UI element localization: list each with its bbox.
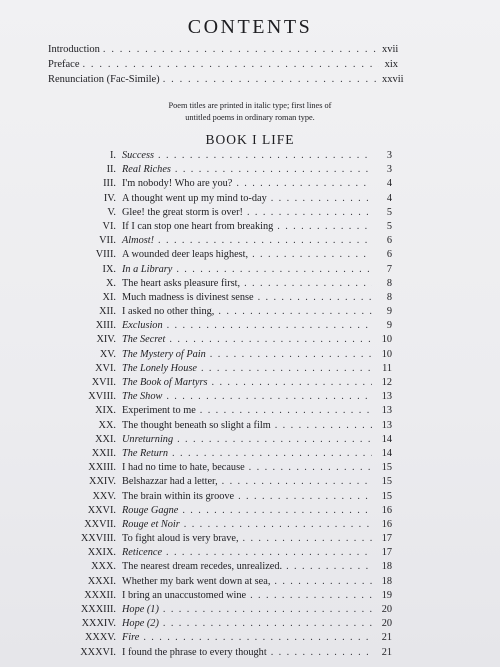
entry-page: 6 <box>386 249 392 261</box>
note-line: Poem titles are printed in italic type; first lines of <box>168 101 332 110</box>
entry-title: Hope (1) <box>122 604 159 615</box>
dot-leader <box>212 377 372 388</box>
entry-title: If I can stop one heart from breaking <box>122 220 274 232</box>
entry-number: XXIX. <box>87 547 116 559</box>
toc-entry <box>60 547 392 561</box>
dot-leader <box>222 476 372 487</box>
entry-page: 15 <box>381 490 392 502</box>
dot-leader <box>176 264 372 275</box>
entry-page: 13 <box>381 419 392 431</box>
entry-title: Real Riches <box>122 164 171 176</box>
entry-number: XXXV. <box>85 632 116 644</box>
front-matter-label: Renunciation (Fac-Simile) <box>48 74 160 85</box>
entry-number: XV. <box>99 348 116 360</box>
entry-number: VI. <box>102 220 116 232</box>
dot-leader <box>258 292 372 303</box>
entry-page: 3 <box>386 150 392 161</box>
entry-number: XXII. <box>91 447 116 459</box>
entry-page: 16 <box>381 518 392 530</box>
entry-page: 13 <box>381 391 392 403</box>
front-matter-preface <box>48 59 398 70</box>
dot-leader <box>175 164 372 175</box>
entry-number: II. <box>106 164 116 176</box>
toc-entry <box>60 491 392 505</box>
toc-entry <box>60 363 392 377</box>
dot-leader <box>277 221 372 232</box>
entry-number: XXVI. <box>87 504 116 516</box>
dot-leader <box>163 618 372 629</box>
entry-number: XI. <box>102 291 116 303</box>
entry-number: XIII. <box>95 320 116 332</box>
entry-page: 11 <box>382 362 392 374</box>
entry-title: Unreturning <box>122 433 174 445</box>
entry-page: 4 <box>386 192 392 204</box>
entry-title: A thought went up my mind to-day <box>122 192 267 204</box>
toc-entry <box>60 164 392 178</box>
entry-page: 16 <box>381 504 392 516</box>
contents-title: CONTENTS <box>187 16 313 38</box>
entry-title: I found the phrase to every thought <box>122 646 267 658</box>
dot-leader <box>238 491 372 502</box>
typography-note <box>0 100 500 124</box>
toc-entry <box>60 278 392 292</box>
entry-number: XII. <box>99 306 116 318</box>
entry-page: 8 <box>386 277 392 289</box>
entry-title: The Book of Martyrs <box>122 377 208 388</box>
entry-number: XX. <box>98 419 116 431</box>
entry-title: Almost! <box>122 235 155 247</box>
entry-number: XXXIV. <box>81 618 116 630</box>
entry-page: 6 <box>386 235 392 247</box>
dot-leader <box>210 349 372 360</box>
dot-leader <box>249 462 372 473</box>
toc-entry <box>60 221 392 235</box>
dot-leader <box>166 391 372 402</box>
toc-entry <box>60 561 392 575</box>
entry-title: The brain within its groove <box>122 490 235 502</box>
dot-leader <box>236 178 372 189</box>
dot-leader <box>275 420 372 431</box>
front-matter-label: Introduction <box>48 44 100 55</box>
note-line: untitled poems in ordinary roman type. <box>185 113 315 122</box>
dot-leader <box>163 604 372 615</box>
dot-leader <box>271 647 372 658</box>
entry-title: I asked no other thing, <box>122 306 215 318</box>
toc-entry <box>60 533 392 547</box>
entry-number: XVII. <box>91 377 116 388</box>
toc-entry <box>60 462 392 476</box>
entry-title: Success <box>122 150 155 161</box>
entry-page: 18 <box>381 575 392 587</box>
entry-title: I bring an unaccustomed wine <box>122 589 247 601</box>
entry-number: V. <box>107 206 116 218</box>
dot-leader <box>143 632 372 643</box>
toc-entry <box>60 405 392 419</box>
toc-entry <box>60 391 392 405</box>
toc-entry <box>60 306 392 320</box>
toc-entry <box>60 448 392 462</box>
entry-title: In a Library <box>122 263 173 275</box>
dot-leader <box>167 320 372 331</box>
front-matter-introduction <box>48 44 398 55</box>
entry-page: 18 <box>381 561 392 573</box>
toc-entry <box>60 150 392 164</box>
entry-page: 9 <box>386 320 392 332</box>
entry-number: XVIII. <box>88 391 116 403</box>
entry-page: 10 <box>381 348 392 360</box>
dot-leader <box>243 533 372 544</box>
entry-title: The nearest dream recedes, unrealized. <box>122 561 283 573</box>
toc-entry <box>60 292 392 306</box>
dot-leader <box>163 74 379 85</box>
entry-title: Hope (2) <box>122 618 159 630</box>
entry-number: XVI. <box>95 362 116 374</box>
toc-entry <box>60 576 392 590</box>
dot-leader <box>252 249 372 260</box>
entry-page: 8 <box>386 291 392 303</box>
entry-title: Fire <box>122 632 140 644</box>
toc-entry <box>60 334 392 348</box>
toc-entry <box>60 476 392 490</box>
entry-number: IV. <box>103 192 116 204</box>
entry-number: XXI. <box>95 433 116 445</box>
entry-page: 21 <box>381 646 392 658</box>
dot-leader <box>244 278 372 289</box>
entry-number: XXVIII. <box>80 533 116 545</box>
toc-entry <box>60 207 392 221</box>
toc-entry <box>60 590 392 604</box>
front-matter-renunciation <box>48 74 404 85</box>
toc-entry <box>60 235 392 249</box>
entry-title: Reticence <box>122 547 163 559</box>
entry-page: 19 <box>381 589 392 601</box>
entry-number: XXXIII. <box>80 604 116 615</box>
front-matter-page: xvii <box>382 44 399 55</box>
entry-number: XXVII. <box>84 518 116 530</box>
entry-number: I. <box>109 150 116 161</box>
entry-page: 20 <box>381 604 392 615</box>
entry-number: XXX. <box>91 561 116 573</box>
entry-title: The Lonely House <box>122 362 197 374</box>
dot-leader <box>286 561 372 572</box>
entry-page: 10 <box>381 334 392 346</box>
toc-entry <box>60 519 392 533</box>
entry-title: I had no time to hate, because <box>122 462 245 474</box>
entry-title: The Mystery of Pain <box>122 348 206 360</box>
dot-leader <box>158 235 372 246</box>
entry-title: Rouge Gagne <box>122 504 179 516</box>
entry-number: XXIV. <box>89 476 116 488</box>
toc-entry <box>60 264 392 278</box>
toc-entry <box>60 178 392 192</box>
entry-title: Glee! the great storm is over! <box>122 206 243 218</box>
entry-page: 13 <box>381 405 392 417</box>
entry-title: Whether my bark went down at sea, <box>122 575 271 587</box>
entry-title: The Secret <box>122 334 166 346</box>
toc-entry <box>60 377 392 391</box>
entry-title: To fight aloud is very brave, <box>122 533 239 545</box>
entry-page: 20 <box>381 618 392 630</box>
entry-page: 12 <box>381 377 392 388</box>
entry-number: VIII. <box>95 249 116 261</box>
dot-leader <box>247 207 372 218</box>
entry-page: 21 <box>381 632 392 644</box>
dot-leader <box>184 519 372 530</box>
entry-number: X. <box>105 277 116 289</box>
entry-number: XXV. <box>92 490 116 502</box>
entry-number: VII. <box>99 235 116 247</box>
entry-number: IX. <box>102 263 116 275</box>
dot-leader <box>250 590 372 601</box>
entry-page: 7 <box>386 263 392 275</box>
toc-entry <box>60 193 392 207</box>
dot-leader <box>201 363 372 374</box>
entry-page: 14 <box>381 447 392 459</box>
entry-title: Experiment to me <box>122 405 196 417</box>
entry-page: 4 <box>386 178 392 190</box>
toc-entry <box>60 647 392 661</box>
entry-page: 5 <box>386 220 392 232</box>
entry-title: The Show <box>122 391 163 403</box>
entry-page: 5 <box>386 206 392 218</box>
dot-leader <box>82 59 379 70</box>
entry-number: XXXVI. <box>80 646 116 658</box>
entry-number: XXIII. <box>88 462 116 474</box>
dot-leader <box>271 193 372 204</box>
front-matter-page: xxvii <box>382 74 404 85</box>
dot-leader <box>182 505 372 516</box>
dot-leader <box>172 448 372 459</box>
front-matter-page: xix <box>384 59 398 70</box>
entry-page: 9 <box>386 306 392 318</box>
dot-leader <box>274 576 372 587</box>
entry-number: XIV. <box>96 334 116 346</box>
table-of-contents <box>60 150 392 661</box>
book-heading: BOOK I LIFE <box>205 132 295 147</box>
entry-page: 15 <box>381 462 392 474</box>
entry-title: I'm nobody! Who are you? <box>122 178 233 190</box>
entry-title: Rouge et Noir <box>122 518 180 530</box>
toc-entry <box>60 249 392 263</box>
entry-title: Much madness is divinest sense <box>122 291 254 303</box>
entry-title: The Return <box>122 447 169 459</box>
entry-title: The thought beneath so slight a film <box>122 419 271 431</box>
entry-page: 14 <box>381 433 392 445</box>
entry-title: Belshazzar had a letter, <box>122 476 218 488</box>
toc-entry <box>60 632 392 646</box>
entry-page: 17 <box>381 533 392 545</box>
toc-entry <box>60 618 392 632</box>
toc-entry <box>60 349 392 363</box>
entry-number: XXXII. <box>84 589 116 601</box>
dot-leader <box>200 405 372 416</box>
entry-title: The heart asks pleasure first, <box>122 277 241 289</box>
entry-number: XIX. <box>95 405 116 417</box>
dot-leader <box>218 306 372 317</box>
entry-title: A wounded deer leaps highest, <box>122 249 249 261</box>
entry-page: 3 <box>386 164 392 176</box>
dot-leader <box>103 44 379 55</box>
toc-entry <box>60 604 392 618</box>
entry-page: 15 <box>381 476 392 488</box>
dot-leader <box>158 150 372 161</box>
toc-entry <box>60 320 392 334</box>
toc-entry <box>60 420 392 434</box>
toc-entry <box>60 434 392 448</box>
entry-page: 17 <box>381 547 392 559</box>
dot-leader <box>166 547 372 558</box>
entry-title: Exclusion <box>122 320 163 332</box>
dot-leader <box>177 434 372 445</box>
dot-leader <box>169 334 372 345</box>
toc-entry <box>60 505 392 519</box>
entry-number: III. <box>103 178 116 190</box>
entry-number: XXXI. <box>87 575 116 587</box>
front-matter-label: Preface <box>48 59 80 70</box>
